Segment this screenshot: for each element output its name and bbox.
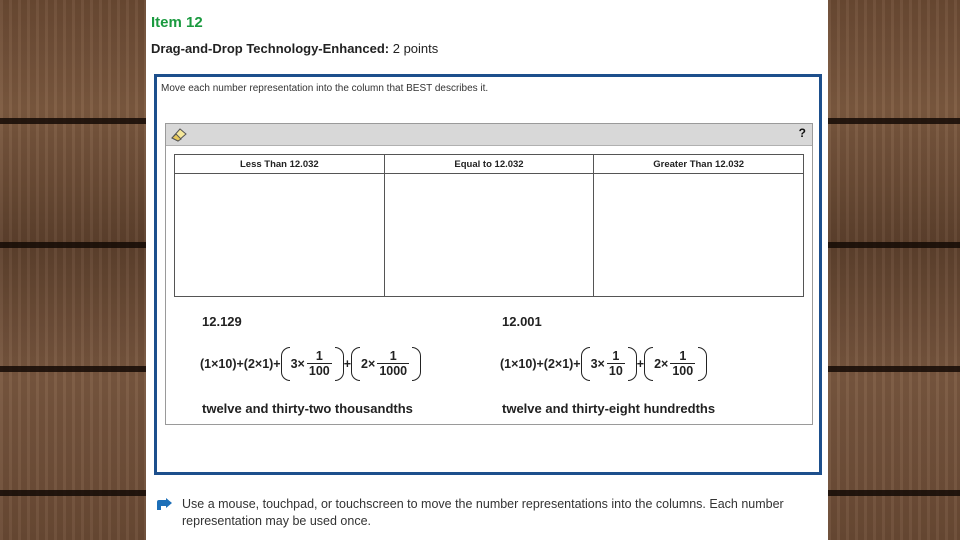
fraction-denominator: 1000 xyxy=(379,364,408,378)
drop-zone-equal-to[interactable] xyxy=(385,174,594,296)
tile-12-129[interactable]: 12.129 xyxy=(202,314,242,329)
expr-term-prefix: 3× xyxy=(590,357,605,371)
fraction xyxy=(307,349,332,379)
left-paren-icon xyxy=(644,347,653,381)
expr-lead: (1×10)+(2×1)+ xyxy=(500,357,581,371)
column-equal-to xyxy=(385,155,595,296)
drop-zone-greater-than[interactable] xyxy=(594,174,803,296)
draggable-tiles xyxy=(166,314,812,424)
item-frame xyxy=(154,74,822,475)
drop-columns xyxy=(174,154,804,297)
left-paren-icon xyxy=(581,347,590,381)
left-paren-icon xyxy=(281,347,290,381)
column-header-greater-than: Greater Than 12.032 xyxy=(594,155,803,174)
tile-expanded-form-2[interactable] xyxy=(500,344,707,384)
expr-term-prefix: 2× xyxy=(361,357,376,371)
expr-lead: (1×10)+(2×1)+ xyxy=(200,357,281,371)
drag-drop-workspace xyxy=(165,123,813,425)
right-paren-icon xyxy=(628,347,637,381)
arrow-bullet-icon xyxy=(155,498,173,512)
fraction-denominator: 100 xyxy=(672,364,694,378)
tile-expanded-form-1[interactable] xyxy=(200,344,421,384)
eraser-icon[interactable] xyxy=(170,127,188,142)
fraction-denominator: 100 xyxy=(308,364,330,378)
expr-term-prefix: 2× xyxy=(654,357,669,371)
left-paren-icon xyxy=(351,347,360,381)
expr-plus: + xyxy=(343,357,352,371)
directions-text: Use a mouse, touchpad, or touchscreen to move the number representations into the columns. Each number representation may be used once. xyxy=(182,497,784,528)
expr-term-prefix: 3× xyxy=(290,357,305,371)
column-header-equal-to: Equal to 12.032 xyxy=(385,155,594,174)
item-instruction: Move each number representation into the column that BEST describes it. xyxy=(161,83,489,94)
fraction xyxy=(377,349,409,379)
drop-zone-less-than[interactable] xyxy=(175,174,384,296)
help-button[interactable]: ? xyxy=(798,126,806,140)
fraction xyxy=(670,349,695,379)
item-title: Item 12 xyxy=(151,14,203,31)
fraction-numerator: 1 xyxy=(679,349,687,363)
column-greater-than xyxy=(594,155,803,296)
test-page xyxy=(146,0,828,540)
item-type-label: Drag-and-Drop Technology-Enhanced: xyxy=(151,41,390,56)
right-paren-icon xyxy=(698,347,707,381)
right-paren-icon xyxy=(412,347,421,381)
column-less-than xyxy=(175,155,385,296)
tile-12-001[interactable]: 12.001 xyxy=(502,314,542,329)
item-subtitle xyxy=(151,41,438,56)
fraction xyxy=(607,349,625,379)
fraction-denominator: 10 xyxy=(608,364,623,378)
workspace-toolbar xyxy=(166,124,812,146)
tile-words-thousandths[interactable]: twelve and thirty-two thousandths xyxy=(202,401,413,416)
column-header-less-than: Less Than 12.032 xyxy=(175,155,384,174)
tile-words-hundredths[interactable]: twelve and thirty-eight hundredths xyxy=(502,401,716,416)
fraction-numerator: 1 xyxy=(612,349,620,363)
item-points: 2 points xyxy=(392,41,439,56)
fraction-numerator: 1 xyxy=(315,349,323,363)
expr-plus: + xyxy=(636,357,645,371)
fraction-numerator: 1 xyxy=(389,349,397,363)
right-paren-icon xyxy=(335,347,344,381)
